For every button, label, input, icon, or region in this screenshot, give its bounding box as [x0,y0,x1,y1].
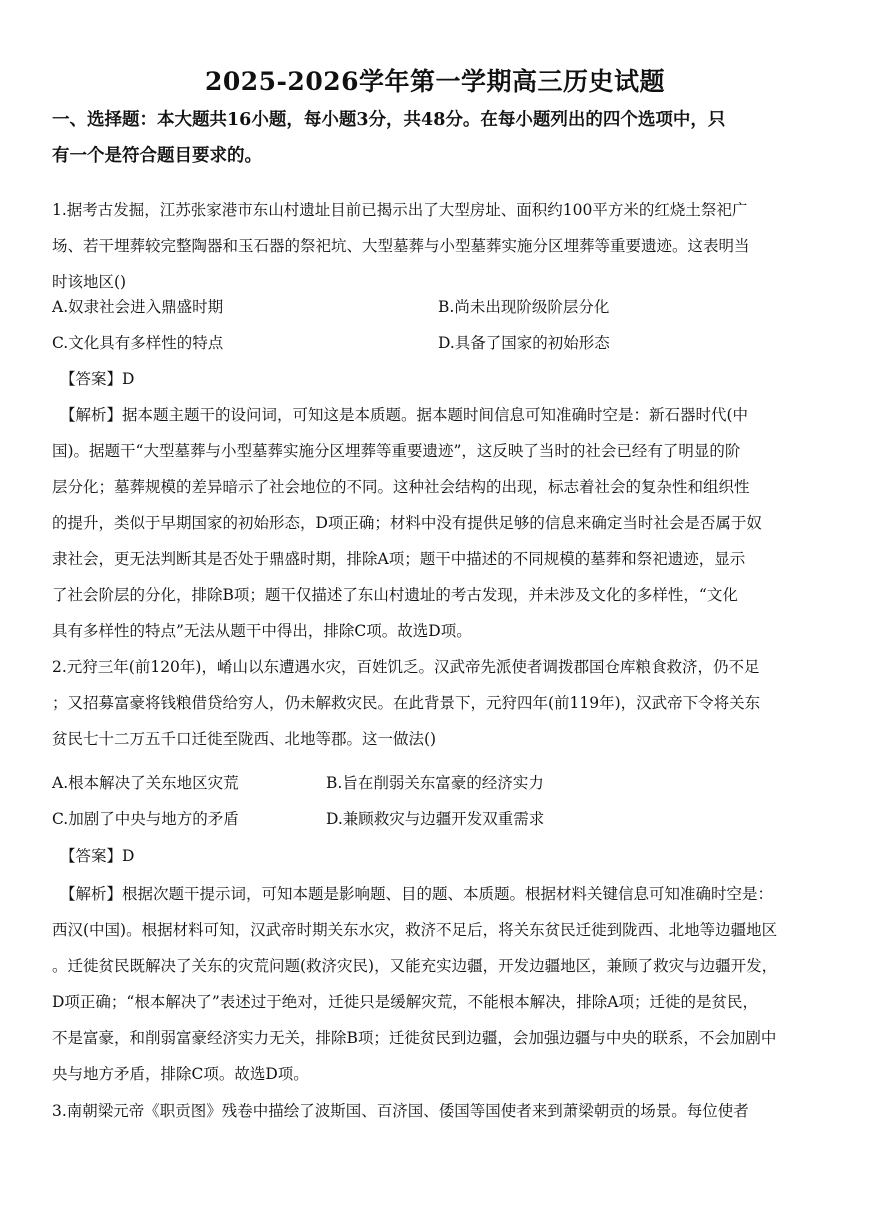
q2-analysis-line: 西汉(中国)。根据材料可知，汉武帝时期关东水灾，救济不足后，将关东贫民迁徙到陇西、北地等边疆地区 [52,921,778,939]
q1-option-a: A.奴隶社会进入鼎盛时期 [52,298,224,316]
page-title: 2025-2026学年第一学期高三历史试题 [204,67,666,96]
q1-stem-line: 1.据考古发掘，江苏张家港市东山村遗址目前已揭示出了大型房址、面积约100平方米的红烧土祭祀广 [52,201,748,219]
q1-analysis-line: 具有多样性的特点”无法从题干中得出，排除C项。故选D项。 [52,622,472,640]
q3-stem-line: 3.南朝梁元帝《职贡图》残卷中描绘了波斯国、百济国、倭国等国使者来到萧梁朝贡的场景。每位使者 [52,1102,749,1120]
q1-analysis-line: 层分化；墓葬规模的差异暗示了社会地位的不同。这种社会结构的出现，标志着社会的复杂性和组织性 [52,478,750,496]
q2-analysis-line: 。迁徙贫民既解决了关东的灾荒问题(救济灾民)，又能充实边疆，开发边疆地区，兼顾了救灾与边疆开发， [52,957,778,975]
q2-option-d: D.兼顾救灾与边疆开发双重需求 [326,810,545,828]
q1-analysis-line: 了社会阶层的分化，排除B项；题干仅描述了东山村遗址的考古发现，并未涉及文化的多样性，“文化 [52,586,738,604]
q1-analysis-line: 【解析】据本题主题干的设问词，可知这是本质题。据本题时间信息可知准确时空是：新石器时代(中 [60,406,749,424]
q1-stem-line: 场、若干埋葬较完整陶器和玉石器的祭祀坑、大型墓葬与小型墓葬实施分区埋葬等重要遗迹。这表明当 [52,237,750,255]
q2-analysis-line: D项正确；“根本解决了”表述过于绝对，迁徙只是缓解灾荒，不能根本解决，排除A项；迁徙的是贫民， [52,993,758,1011]
q2-analysis-line: 【解析】根据次题干提示词，可知本题是影响题、目的题、本质题。根据材料关键信息可知准确时空是： [60,885,774,903]
q1-analysis-line: 国)。据题干“大型墓葬与小型墓葬实施分区埋葬等重要遗迹”，这反映了当时的社会已经有了明显的阶 [52,442,741,460]
section-heading-line2: 有一个是符合题目要求的。 [52,146,262,166]
q1-analysis-line: 隶社会，更无法判断其是否处于鼎盛时期，排除A项；题干中描述的不同规模的墓葬和祭祀遗迹，显示 [52,550,746,568]
q2-analysis-line: 不是富豪，和削弱富豪经济实力无关，排除B项；迁徙贫民到边疆，会加强边疆与中央的联系，不会加剧中 [52,1029,777,1047]
q2-analysis-line: 央与地方矛盾，排除C项。故选D项。 [52,1065,309,1083]
q2-option-b: B.旨在削弱关东富豪的经济实力 [326,774,544,792]
q1-option-d: D.具备了国家的初始形态 [438,334,610,352]
q2-option-a: A.根本解决了关东地区灾荒 [52,774,239,792]
q2-stem-line: 贫民七十二万五千口迁徙至陇西、北地等郡。这一做法() [52,730,437,748]
q2-answer: 【答案】D [60,847,135,865]
q1-option-b: B.尚未出现阶级阶层分化 [438,298,610,316]
q1-stem-line: 时该地区() [52,273,127,291]
q2-stem-line: ；又招募富豪将钱粮借贷给穷人，仍未解救灾民。在此背景下，元狩四年(前119年)，汉武帝下令将关东 [52,694,761,712]
q2-option-c: C.加剧了中央与地方的矛盾 [52,810,239,828]
section-heading-line1: 一、选择题：本大题共16小题，每小题3分，共48分。在每小题列出的四个选项中，只 [52,110,726,130]
q2-stem-line: 2.元狩三年(前120年)，崤山以东遭遇水灾，百姓饥乏。汉武帝先派使者调拨郡国仓库粮食救济，仍不足 [52,658,760,676]
q1-answer: 【答案】D [60,370,135,388]
q1-option-c: C.文化具有多样性的特点 [52,334,224,352]
q1-analysis-line: 的提升，类似于早期国家的初始形态，D项正确；材料中没有提供足够的信息来确定当时社会是否属于奴 [52,514,762,532]
